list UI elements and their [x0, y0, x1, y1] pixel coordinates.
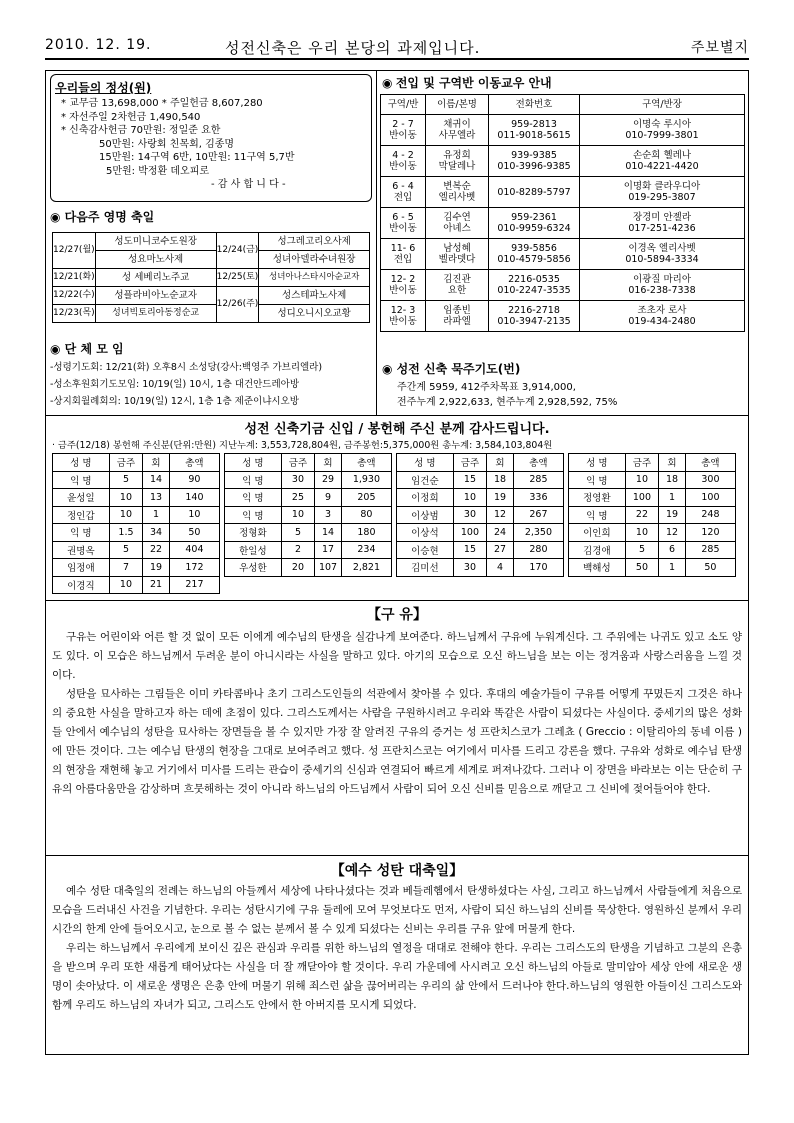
- fund-header: 성 명: [397, 454, 454, 472]
- transfer-baptismal: 사무엘라: [438, 130, 476, 141]
- transfer-type: 반이동: [389, 285, 417, 296]
- transfer-phone: 939-5856: [511, 243, 557, 254]
- divider: [45, 600, 749, 601]
- table-row: [381, 239, 745, 270]
- transfer-baptismal: 벨라뎃다: [438, 254, 476, 265]
- rosary-weekly: 주간계 5959, 412주차목표 3,914,000,: [397, 382, 576, 393]
- fund-header: 총액: [341, 454, 391, 472]
- feast-name: 성디오니시오교황: [259, 305, 370, 323]
- header-title: 성전신축은 우리 본당의 과제입니다.: [225, 39, 481, 57]
- count: 17: [315, 541, 342, 559]
- groups-title: 단 체 모 임: [64, 342, 124, 356]
- donor-name: 권명옥: [53, 541, 110, 559]
- fund-table: [52, 453, 220, 594]
- table-row: [53, 576, 220, 594]
- transfer-type: 반이동: [389, 223, 417, 234]
- table-row: [397, 541, 564, 559]
- count: 1: [659, 559, 686, 577]
- feast-name: 성 세베리노주교: [95, 269, 216, 287]
- transfer-name: 김진관: [443, 274, 471, 285]
- transfer-mobile: 010-3996-9385: [497, 161, 571, 172]
- offerings-line: * 신축감사헌금 70만원: 정일준 요한: [61, 125, 221, 136]
- article-title: 【예수 성탄 대축일】: [330, 863, 464, 879]
- page-header: [45, 34, 749, 60]
- offerings-line: 5만원: 박정환 데오피로: [106, 165, 210, 177]
- article-body: [52, 882, 742, 1015]
- feast-date: 12/23(목): [53, 305, 96, 323]
- table-row: [53, 541, 220, 559]
- transfer-area: 12- 3: [390, 305, 416, 316]
- donor-name: 백해성: [569, 559, 626, 577]
- table-row: [381, 301, 745, 332]
- donor-name: 이상범: [397, 506, 454, 524]
- donor-name: 익 명: [225, 489, 282, 507]
- bullet-icon: ◉: [50, 210, 61, 224]
- week-amount: 7: [109, 559, 142, 577]
- feast-section: [50, 208, 154, 225]
- week-amount: 10: [109, 489, 142, 507]
- bullet-icon: ◉: [382, 362, 393, 376]
- count: 1: [143, 506, 170, 524]
- transfer-phone: 2216-2718: [508, 305, 560, 316]
- donor-name: 이상석: [397, 524, 454, 542]
- count: 21: [143, 576, 170, 594]
- offerings-line: 15만원: 14구역 6반, 10만원: 11구역 5,7반: [99, 152, 295, 163]
- count: 13: [143, 489, 170, 507]
- count: 29: [315, 471, 342, 489]
- week-amount: 30: [453, 506, 486, 524]
- donor-name: 이인희: [569, 524, 626, 542]
- article-paragraph: 우리는 하느님께서 우리에게 보이신 깊은 관심과 우리를 위한 하느님의 열정을 대대로 전해야 한다. 우리는 그리스도의 탄생을 기념하고 그분의 은총을 받으며 우리 또한 새롭게 태어났다는 사실을 더 잘 깨닫아야 할 것이다. 우리 가운데에 사시려고 오신 하느님의 아들로 말미암아 세상 안에 새로운 생명이 솟아났다. 이 새로운 생명은 은총 안에 머물기 위해 죄스런 삶을 끊어버리는 우리의 삶 안에서 드러나야 한다.하느님의 영원한 아들이신 그리스도와 함께 우리도 하느님의 자녀가 되고, 그리스도 안에서 한 아버지를 모시게 되었다.: [52, 942, 742, 1011]
- count: 6: [659, 541, 686, 559]
- count: 18: [659, 471, 686, 489]
- fund-header: 금주: [625, 454, 658, 472]
- week-amount: 5: [109, 541, 142, 559]
- table-row: [381, 208, 745, 239]
- table-row: [569, 541, 736, 559]
- transfer-leader: 이경옥 엘리사벳: [628, 243, 696, 254]
- fund-header: 회: [487, 454, 514, 472]
- table-row: [53, 471, 220, 489]
- transfer-header: 구역/반장: [580, 95, 745, 115]
- fund-header: 성 명: [569, 454, 626, 472]
- table-row: [569, 524, 736, 542]
- offerings-line: * 자선주일 2차헌금 1,490,540: [61, 111, 201, 123]
- week-amount: 10: [453, 489, 486, 507]
- donor-name: 익 명: [225, 471, 282, 489]
- total-amount: 285: [513, 471, 563, 489]
- total-amount: 2,821: [341, 559, 391, 577]
- count: 18: [487, 471, 514, 489]
- transfer-leader: 이명숙 루시아: [632, 119, 692, 130]
- groups-heading: [50, 340, 375, 357]
- transfer-leader-phone: 010-4221-4420: [625, 161, 699, 172]
- article-paragraph: 성탄을 묘사하는 그림들은 이미 카타콤바나 초기 그리스도인들의 석관에서 찾아볼 수 있다. 후대의 예술가들이 구유를 어떻게 꾸몄든지 그것은 하나의 중요한 사실을 말하고자 하는 데에 초점이 있다. 그리스도께서는 사람을 구원하시려고 우리와 똑같은 사람이 되셨다는 사실이다. 중세기의 많은 성화들 안에서 예수님의 성탄을 묘사하는 장면들을 볼 수 있지만 가장 잘 알려진 구유의 증거는 성 프란치스코가 그레쵸 ( Greccio : 이탈리아의 동네 이름 )에 만든 것이다. 그는 예수님 탄생의 현장을 그대로 보여주려고 했다. 성 프란치스코는 여기에서 미사를 드리고 강론을 했다. 구유와 성화로 예수님 탄생의 현장을 재현해 놓고 거기에서 미사를 드리는 관습이 중세기의 신심과 연결되어 빠르게 세계로 퍼져나갔다. 그러나 이 장면을 바라보는 이는 단순히 구유의 아름다움만을 감상하며 흐뭇해하는 것이 아니라 하느님의 아드님께서 사람이 되어 오신 신비를 믿음으로 깨닫고 그 신비에 젖어들어야 한다.: [52, 688, 742, 795]
- article-body: [52, 628, 742, 799]
- fund-header: 총액: [685, 454, 735, 472]
- transfer-area: 6 - 5: [392, 212, 414, 223]
- count: 1: [659, 489, 686, 507]
- feast-name: 성그레고리오사제: [259, 233, 370, 251]
- bullet-icon: ◉: [382, 76, 393, 90]
- donor-name: 한일성: [225, 541, 282, 559]
- week-amount: 25: [281, 489, 314, 507]
- rosary-section: [382, 360, 744, 410]
- transfer-mobile: 010-2247-3535: [497, 285, 571, 296]
- fund-header: 성 명: [225, 454, 282, 472]
- fund-header: 성 명: [53, 454, 110, 472]
- table-row: [569, 559, 736, 577]
- table-row: [381, 177, 745, 208]
- rosary-title: 성전 신축 묵주기도(번): [396, 362, 521, 376]
- fund-table: [396, 453, 564, 577]
- header-date: 2010. 12. 19.: [45, 37, 152, 53]
- fund-header: 총액: [169, 454, 219, 472]
- feast-date: 12/24(금): [216, 233, 259, 269]
- week-amount: 15: [453, 541, 486, 559]
- table-row: [225, 524, 392, 542]
- transfer-area: 4 - 2: [392, 150, 414, 161]
- count: 4: [487, 559, 514, 577]
- transfer-leader: 장경미 안젤라: [632, 212, 692, 223]
- table-row: [225, 541, 392, 559]
- groups-section: [50, 340, 375, 410]
- transfer-leader-phone: 019-295-3807: [628, 192, 696, 203]
- total-amount: 90: [169, 471, 219, 489]
- table-row: [397, 524, 564, 542]
- donor-name: 익 명: [225, 506, 282, 524]
- total-amount: 404: [169, 541, 219, 559]
- offerings-thanks: - 감 사 합 니 다 -: [211, 179, 286, 190]
- transfer-name: 임종빈: [443, 305, 471, 316]
- donor-name: 김경애: [569, 541, 626, 559]
- count: 27: [487, 541, 514, 559]
- transfer-area: 12- 2: [390, 274, 416, 285]
- donor-name: 익 명: [569, 506, 626, 524]
- week-amount: 30: [453, 559, 486, 577]
- transfer-name: 김수연: [443, 212, 471, 223]
- count: 19: [143, 559, 170, 577]
- table-row: [225, 559, 392, 577]
- total-amount: 300: [685, 471, 735, 489]
- total-amount: 336: [513, 489, 563, 507]
- offerings-title: 우리들의 정성(원): [55, 81, 152, 95]
- week-amount: 22: [625, 506, 658, 524]
- fund-summary: · 금주(12/18) 봉헌해 주신분(단위:만원) 지난누계: 3,553,728,804원, 금주봉헌:5,375,000원 총누계: 3,584,103,804원: [52, 440, 553, 451]
- table-row: [53, 559, 220, 577]
- transfer-title: 전입 및 구역반 이동교우 안내: [395, 76, 552, 90]
- donor-name: 우성한: [225, 559, 282, 577]
- group-meeting: -성소후원회기도모임: 10/19(일) 10시, 1층 대건안드레아방: [50, 379, 300, 390]
- week-amount: 10: [109, 506, 142, 524]
- donor-name: 정형화: [225, 524, 282, 542]
- feast-heading: [50, 208, 154, 225]
- total-amount: 100: [685, 489, 735, 507]
- fund-table: [568, 453, 736, 577]
- transfer-type: 반이동: [389, 316, 417, 327]
- fund-header: 금주: [281, 454, 314, 472]
- count: 24: [487, 524, 514, 542]
- total-amount: 140: [169, 489, 219, 507]
- fund-header: 회: [659, 454, 686, 472]
- transfer-baptismal: 막달레나: [438, 161, 476, 172]
- total-amount: 267: [513, 506, 563, 524]
- fund-table: [224, 453, 392, 577]
- transfer-leader-phone: 016-238-7338: [628, 285, 696, 296]
- total-amount: 217: [169, 576, 219, 594]
- table-row: [397, 559, 564, 577]
- donor-name: 김미선: [397, 559, 454, 577]
- transfer-leader: 이광질 마리아: [632, 274, 692, 285]
- total-amount: 1,930: [341, 471, 391, 489]
- table-row: [53, 506, 220, 524]
- week-amount: 10: [625, 471, 658, 489]
- total-amount: 234: [341, 541, 391, 559]
- bullet-icon: ◉: [50, 342, 61, 356]
- feast-name: 성도미니코수도원장: [95, 233, 216, 251]
- article-paragraph: 예수 성탄 대축일의 전례는 하느님의 아들께서 세상에 나타나셨다는 것과 베들레헴에서 탄생하셨다는 사실, 그리고 하느님께서 사람들에게 처음으로 모습을 드러내신 사건을 기념한다. 우리는 성탄시기에 구유 둘레에 모여 무엇보다도 먼저, 사람이 되신 하느님의 신비를 묵상한다. 영원하신 분께서 우리 시간의 한계 안에 들어오시고, 눈으로 볼 수 없는 분께서 볼 수 있게 되셨다는 신비는 우리를 구유 앞에 머물게 한다.: [52, 885, 742, 935]
- total-amount: 80: [341, 506, 391, 524]
- week-amount: 2: [281, 541, 314, 559]
- fund-title: 성전 신축기금 신입 / 봉헌해 주신 분께 감사드립니다.: [244, 422, 550, 437]
- donor-name: 익 명: [569, 471, 626, 489]
- fund-header: 총액: [513, 454, 563, 472]
- transfer-leader: 조초자 로사: [637, 305, 687, 316]
- table-row: [53, 489, 220, 507]
- count: 14: [143, 471, 170, 489]
- table-row: [569, 471, 736, 489]
- feast-name: 성녀빅토리아동정순교: [95, 305, 216, 323]
- total-amount: 172: [169, 559, 219, 577]
- week-amount: 100: [453, 524, 486, 542]
- transfer-type: 전입: [393, 254, 413, 265]
- total-amount: 50: [169, 524, 219, 542]
- feast-name: 성요마노사제: [95, 251, 216, 269]
- donor-name: 윤성일: [53, 489, 110, 507]
- column-divider: [376, 70, 377, 415]
- table-row: [225, 489, 392, 507]
- week-amount: 10: [109, 576, 142, 594]
- offerings-line: * 교무금 13,698,000 * 주일헌금 8,607,280: [61, 98, 263, 109]
- count: 12: [659, 524, 686, 542]
- feast-date: 12/21(화): [53, 269, 96, 287]
- total-amount: 2,350: [513, 524, 563, 542]
- transfer-header: 전화번호: [489, 95, 580, 115]
- fund-header: 회: [143, 454, 170, 472]
- article-title: 【구 유】: [367, 607, 427, 623]
- week-amount: 30: [281, 471, 314, 489]
- feast-date: 12/26(주): [216, 287, 259, 323]
- transfer-area: 6 - 4: [392, 181, 414, 192]
- count: 19: [487, 489, 514, 507]
- week-amount: 10: [625, 524, 658, 542]
- donor-name: 임정애: [53, 559, 110, 577]
- table-row: [569, 489, 736, 507]
- transfer-mobile: 010-4579-5856: [497, 254, 571, 265]
- group-meeting: -성령기도회: 12/21(화) 오후8시 소성당(강사:백영주 가브리엘라): [50, 362, 323, 373]
- rosary-cumulative: 전주누계 2,922,633, 현주누계 2,928,592, 75%: [397, 397, 618, 408]
- transfer-phone: 010-8289-5797: [497, 186, 571, 198]
- transfer-phone: 939-9385: [511, 150, 557, 161]
- transfer-leader: 손순희 헬레나: [632, 150, 692, 161]
- transfer-baptismal: 아녜스: [443, 223, 471, 234]
- week-amount: 5: [281, 524, 314, 542]
- week-amount: 50: [625, 559, 658, 577]
- transfer-leader-phone: 017-251-4236: [628, 223, 696, 234]
- total-amount: 180: [341, 524, 391, 542]
- week-amount: 5: [109, 471, 142, 489]
- fund-header: 금주: [453, 454, 486, 472]
- transfer-type: 전입: [393, 192, 413, 203]
- feast-name: 성녀아나스타시아순교자: [259, 269, 370, 287]
- total-amount: 120: [685, 524, 735, 542]
- donor-name: 임건순: [397, 471, 454, 489]
- transfer-mobile: 010-9959-6324: [497, 223, 571, 234]
- total-amount: 50: [685, 559, 735, 577]
- transfer-area: 11- 6: [390, 243, 416, 254]
- transfer-leader: 이명화 클라우디아: [623, 181, 701, 192]
- transfer-area: 2 - 7: [392, 119, 414, 130]
- transfer-phone: 2216-0535: [508, 274, 560, 285]
- count: 107: [315, 559, 342, 577]
- transfer-name: 변복순: [443, 181, 471, 192]
- feast-table: [52, 232, 370, 323]
- count: 9: [315, 489, 342, 507]
- count: 3: [315, 506, 342, 524]
- header-label: 주보별지: [690, 40, 749, 56]
- feast-title: 다음주 영명 축일: [64, 210, 155, 224]
- total-amount: 285: [685, 541, 735, 559]
- table-row: [397, 489, 564, 507]
- transfer-header: 구역/반: [381, 95, 426, 115]
- transfer-phone: 959-2361: [511, 212, 557, 223]
- transfer-type: 반이동: [389, 130, 417, 141]
- week-amount: 20: [281, 559, 314, 577]
- transfer-phone: 959-2813: [511, 119, 557, 130]
- total-amount: 280: [513, 541, 563, 559]
- table-row: [397, 506, 564, 524]
- transfer-heading: [382, 74, 552, 91]
- count: 12: [487, 506, 514, 524]
- count: 34: [143, 524, 170, 542]
- count: 22: [143, 541, 170, 559]
- transfer-leader-phone: 010-5894-3334: [625, 254, 699, 265]
- transfer-name: 유정희: [443, 150, 471, 161]
- count: 14: [315, 524, 342, 542]
- transfer-mobile: 011-9018-5615: [497, 130, 571, 141]
- transfer-table: [380, 94, 745, 332]
- feast-date: 12/27(월): [53, 233, 96, 269]
- total-amount: 170: [513, 559, 563, 577]
- divider: [45, 415, 749, 416]
- table-row: [569, 506, 736, 524]
- transfer-baptismal: 라파엘: [443, 316, 471, 327]
- offerings-box: [50, 74, 372, 202]
- fund-header: 회: [315, 454, 342, 472]
- table-row: [397, 471, 564, 489]
- rosary-heading: [382, 360, 744, 377]
- count: 19: [659, 506, 686, 524]
- donor-name: 정영환: [569, 489, 626, 507]
- divider: [45, 855, 749, 856]
- group-meeting: -상지회월례회의: 10/19(일) 12시, 1층 1층 제준이냐시오방: [50, 396, 299, 407]
- table-row: [53, 524, 220, 542]
- transfer-mobile: 010-3947-2135: [497, 316, 571, 327]
- table-row: [381, 270, 745, 301]
- total-amount: 205: [341, 489, 391, 507]
- transfer-leader-phone: 010-7999-3801: [625, 130, 699, 141]
- table-row: [381, 146, 745, 177]
- article-paragraph: 구유는 어린이와 어른 할 것 없이 모든 이에게 예수님의 탄생을 실감나게 보여준다. 하느님께서 구유에 누워계신다. 그 주위에는 나귀도 있고 소도 양도 있다. 이 모습은 하느님께서 두려운 분이 아니시라는 사실을 말하고 있다. 아기의 모습으로 오신 하느님을 보는 이는 정겨움과 사랑스러움을 느낄 것이다.: [52, 631, 742, 681]
- week-amount: 15: [453, 471, 486, 489]
- transfer-header: 이름/본명: [426, 95, 489, 115]
- transfer-name: 채귀이: [443, 119, 471, 130]
- feast-date: 12/25(토): [216, 269, 259, 287]
- feast-date: 12/22(수): [53, 287, 96, 305]
- feast-name: 성플라비아노순교자: [95, 287, 216, 305]
- week-amount: 100: [625, 489, 658, 507]
- transfer-type: 반이동: [389, 161, 417, 172]
- table-row: [381, 115, 745, 146]
- donor-name: 이경직: [53, 576, 110, 594]
- table-row: [225, 471, 392, 489]
- offerings-line: 50만원: 사랑회 친목회, 김종명: [99, 138, 235, 150]
- donor-name: 정인갑: [53, 506, 110, 524]
- donor-name: 이정희: [397, 489, 454, 507]
- feast-name: 성스테파노사제: [259, 287, 370, 305]
- total-amount: 10: [169, 506, 219, 524]
- transfer-baptismal: 요한: [447, 285, 467, 296]
- donor-name: 익 명: [53, 471, 110, 489]
- fund-header: 금주: [109, 454, 142, 472]
- transfer-baptismal: 엘리사벳: [438, 192, 476, 203]
- week-amount: 5: [625, 541, 658, 559]
- donor-name: 익 명: [53, 524, 110, 542]
- transfer-name: 남성혜: [443, 243, 471, 254]
- transfer-leader-phone: 019-434-2480: [628, 316, 696, 327]
- week-amount: 1.5: [109, 524, 142, 542]
- week-amount: 10: [281, 506, 314, 524]
- feast-name: 성녀아델라수녀원장: [259, 251, 370, 269]
- donor-name: 이승현: [397, 541, 454, 559]
- table-row: [225, 506, 392, 524]
- total-amount: 248: [685, 506, 735, 524]
